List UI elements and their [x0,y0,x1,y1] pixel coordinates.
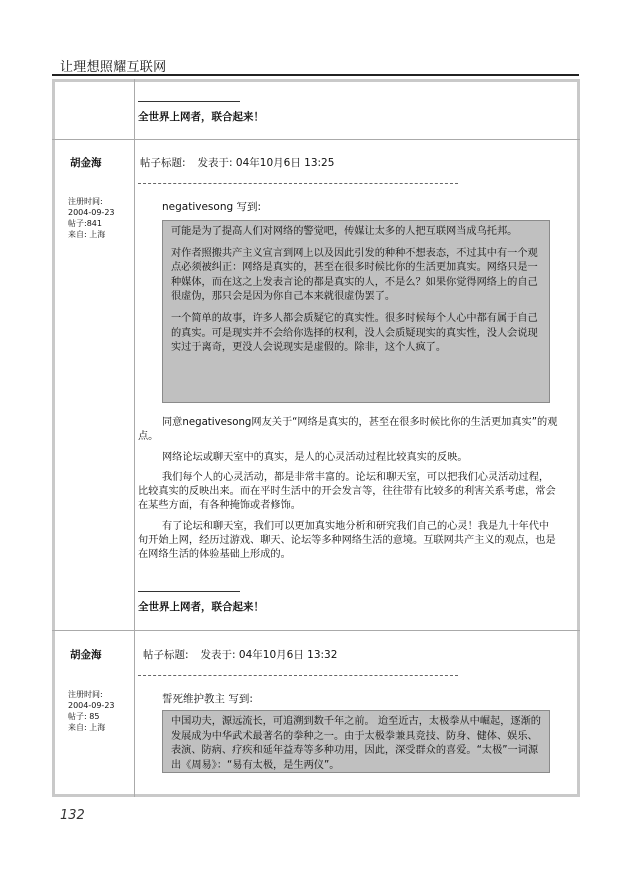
quote-intro: negativesong 写到: [162,201,262,213]
body-paragraph: 有了论坛和聊天室，我们可以更加真实地分析和研究我们自己的心灵！我是九十年代中旬开始上网，经历过游戏、聊天、论坛等多种网络生活的意境。互联网共产主义的观点，也是在网络生活的体验基础上形成的。 [138,520,556,561]
post-title-line [140,155,334,170]
author-meta [68,196,115,240]
signature-text: 全世界上网者，联合起来！ [138,111,264,123]
author-meta [68,689,115,733]
signature-text: 全世界上网者，联合起来！ [138,601,264,613]
post-author: 胡金海 [70,649,102,661]
quote-paragraph: 一个简单的故事，许多人都会质疑它的真实性。很多时候每个人心中都有属于自己的真实。可是现实并不会给你选择的权利，没人会质疑现实的真实性，没人会说现实过于离奇，更没人会说现实是虚假的。除非，这个人疯了。 [171,312,538,354]
column-divider [134,79,135,797]
meta-register-label: 注册时间: [68,197,103,206]
quote-paragraph: 中国功夫，源远流长，可追溯到数千年之前。 迨至近古，太极拳从中崛起，逐渐的发展成为中华武术最著名的拳种之一。由于太极拳兼具竞技、防身、健体、娱乐、表演、防病、疗疾和延年益寿等多种功用，因此，深受群众的喜爱。“太极”一词源出《周易》：“易有太极，是生两仪”。 [171,716,541,771]
meta-post-count: 帖子:841 [68,219,102,228]
quote-intro: 誓死维护教主 写到: [162,693,253,705]
body-paragraph: 我们每个人的心灵活动，都是非常丰富的。论坛和聊天室，可以把我们心灵活动过程，比较真实的反映出来。而在平时生活中的开会发言等，往往带有比较多的利害关系考虑，常会在某些方面，有各种掩饰或者修饰。 [138,471,556,512]
meta-register-label: 注册时间: [68,690,103,699]
body-paragraph: 同意negativesong网友关于“网络是真实的，甚至在很多时候比你的生活更加真实”的观点。 [138,417,558,443]
row-divider-2 [52,630,580,631]
post-timestamp: 发表于: 04年10月6日 13:32 [200,649,338,661]
quote-paragraph: 可能是为了提高人们对网络的警觉吧，传媒让太多的人把互联网当成乌托邦。 [171,226,518,237]
quote-box [162,710,550,773]
dashed-rule [138,183,458,184]
post-body [138,416,558,569]
meta-register-date: 2004-09-23 [68,701,115,710]
header-rule [52,74,579,76]
meta-register-date: 2004-09-23 [68,208,115,217]
meta-location: 来自: 上海 [68,230,106,239]
post-timestamp: 发表于: 04年10月6日 13:25 [197,157,335,169]
post-title-label: 帖子标题: [140,157,186,169]
signature-rule [138,591,240,592]
post-title-label: 帖子标题: [143,649,189,661]
dashed-rule [138,675,458,676]
meta-post-count: 帖子: 85 [68,712,100,721]
row-divider-1 [52,139,580,140]
signature-rule [138,101,240,102]
body-paragraph: 网络论坛或聊天室中的真实，是人的心灵活动过程比较真实的反映。 [162,451,468,463]
post-author: 胡金海 [70,157,102,169]
meta-location: 来自: 上海 [68,723,106,732]
page-header-title: 让理想照耀互联网 [60,60,167,75]
quote-paragraph: 对作者照搬共产主义宣言到网上以及因此引发的种种不想表态，不过其中有一个观点必须被纠正：网络是真实的，甚至在很多时候比你的生活更加真实。网络只是一种媒体，而在这之上发表言论的都是真实的人，不是么？如果你觉得网络上的自己很虚伪，那只会是因为你自己本来就很虚伪罢了。 [171,247,538,303]
page-number: 132 [60,808,85,823]
quote-box [162,220,550,403]
post-title-line [143,647,337,662]
